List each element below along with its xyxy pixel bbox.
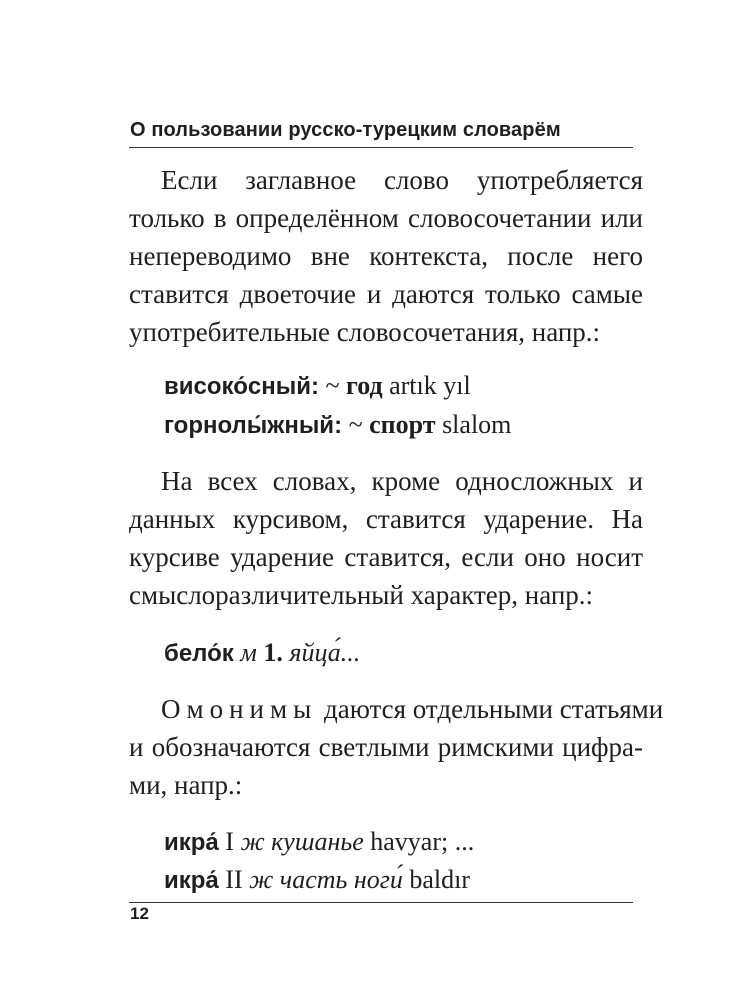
example-tilde: ~	[325, 371, 340, 400]
example-gender: м	[240, 638, 257, 667]
example-phrase: спорт	[369, 410, 436, 439]
paragraph-line: непереводимо вне контекста, после него	[129, 241, 643, 271]
paragraph-line: данных курсивом, ставится ударение. На	[129, 504, 643, 534]
paragraph-line: Если заглавное слово употребляется	[161, 165, 643, 195]
example-numeral: I	[225, 827, 234, 856]
example-translation: slalom	[442, 410, 512, 439]
example-translation: havyar; ...	[370, 827, 475, 856]
header-rule	[129, 147, 633, 148]
example-headword: бело́к	[164, 640, 234, 667]
paragraph-line: только в определённом словосочетании или	[129, 203, 643, 233]
example-gloss: яйца́...	[289, 638, 361, 667]
example-headword: икра́	[164, 829, 219, 856]
paragraph-line: смыслоразличительный характер, напр.:	[129, 580, 594, 610]
paragraph-headword-usage	[129, 161, 643, 351]
example-headword: високо́сный:	[164, 373, 319, 400]
example-translation: baldır	[409, 865, 471, 894]
example-entry	[164, 861, 470, 900]
example-headword: икра́	[164, 867, 219, 894]
paragraph-stress	[129, 462, 643, 614]
example-numeral: II	[225, 865, 243, 894]
example-gloss: ж кушанье	[240, 827, 364, 856]
example-gloss: ж часть ноги́	[249, 865, 403, 894]
page-number: 12	[130, 904, 149, 923]
example-entry	[164, 367, 471, 406]
paragraph-line-rest: даются отдельными статьями	[323, 694, 664, 724]
paragraph-line: ми, напр.:	[129, 770, 243, 800]
example-entry	[164, 406, 511, 445]
example-phrase: год	[346, 371, 383, 400]
footer-rule	[129, 902, 633, 903]
example-translation: artık yıl	[389, 371, 471, 400]
paragraph-line: курсиве ударение ставится, если оно носит	[129, 542, 643, 572]
running-head: О пользовании русско-турецким словарём	[130, 119, 561, 141]
example-headword: горнолы́жный:	[164, 412, 343, 439]
example-tilde: ~	[348, 410, 363, 439]
example-entry	[164, 634, 360, 673]
example-sense-number: 1.	[263, 638, 283, 667]
paragraph-line: На всех словах, кроме односложных и	[161, 466, 643, 496]
paragraph-line	[129, 690, 664, 728]
spaced-term: Омонимы	[161, 694, 318, 724]
paragraph-line: ставится двоеточие и даются только самые	[129, 279, 643, 309]
paragraph-line: употребительные словосочетания, напр.:	[129, 317, 601, 347]
paragraph-line: и обозначаются светлыми римскими цифра-	[129, 732, 643, 762]
paragraph-homonyms	[129, 690, 664, 804]
example-entry	[164, 823, 474, 862]
